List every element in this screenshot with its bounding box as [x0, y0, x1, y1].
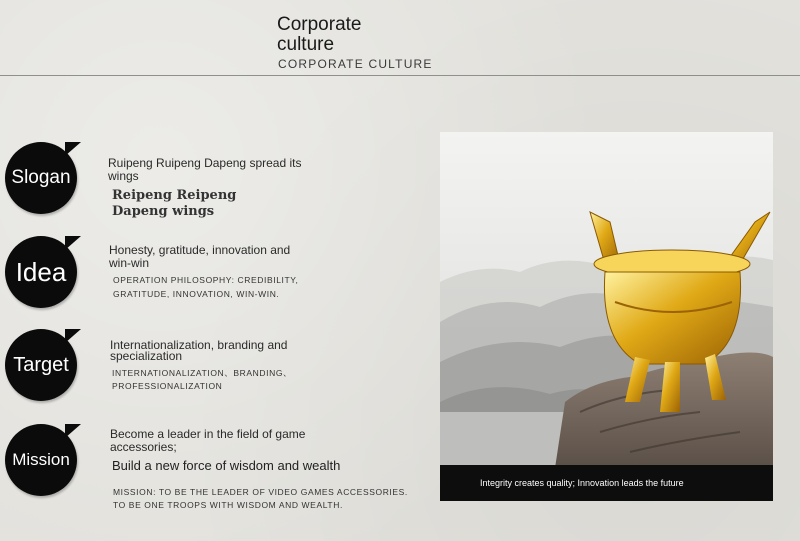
page-subtitle: CORPORATE CULTURE: [278, 57, 433, 71]
idea-badge-label: Idea: [15, 256, 67, 287]
mission-badge: [5, 424, 77, 496]
tripod-cauldron-image: [440, 132, 773, 501]
idea-text: Honesty, gratitude, innovation and win-win: [109, 243, 291, 270]
idea-caps-line-1: OPERATION PHILOSOPHY: CREDIBILITY,: [113, 275, 299, 285]
idea-caps-line-2: GRATITUDE, INNOVATION, WIN-WIN.: [113, 289, 280, 299]
mission-caps-line-1: MISSION: TO BE THE LEADER OF VIDEO GAMES ACCESSORIES.: [113, 487, 408, 497]
slogan-badge: [5, 142, 77, 214]
target-text: Internationalization, branding and specialization: [110, 338, 288, 363]
slogan-badge-label: Slogan: [11, 167, 71, 188]
idea-badge: [5, 236, 77, 308]
target-caps-line-2: PROFESSIONALIZATION: [112, 381, 223, 391]
mission-line-2: Build a new force of wisdom and wealth: [112, 458, 341, 473]
image-caption-bar: [440, 465, 773, 501]
mission-badge-label: Mission: [12, 450, 70, 469]
target-badge-label: Target: [13, 353, 69, 376]
slogan-text: Ruipeng Ruipeng Dapeng spread its wings: [108, 156, 302, 183]
slogan-bold-line-2: Dapeng wings: [112, 204, 215, 219]
landscape-illustration: [440, 132, 773, 501]
image-caption: Integrity creates quality; Innovation leads the future: [480, 478, 684, 488]
target-caps-line-1: INTERNATIONALIZATION、BRANDING、: [112, 368, 293, 378]
target-badge: [5, 329, 77, 401]
page-title: Corporate culture: [277, 14, 362, 55]
slogan-bold-line-1: Reipeng Reipeng: [112, 188, 237, 203]
mission-text: Become a leader in the field of game accessories;: [110, 427, 306, 454]
mission-caps-line-2: TO BE ONE TROOPS WITH WISDOM AND WEALTH.: [113, 500, 343, 510]
header-divider: [0, 75, 800, 76]
